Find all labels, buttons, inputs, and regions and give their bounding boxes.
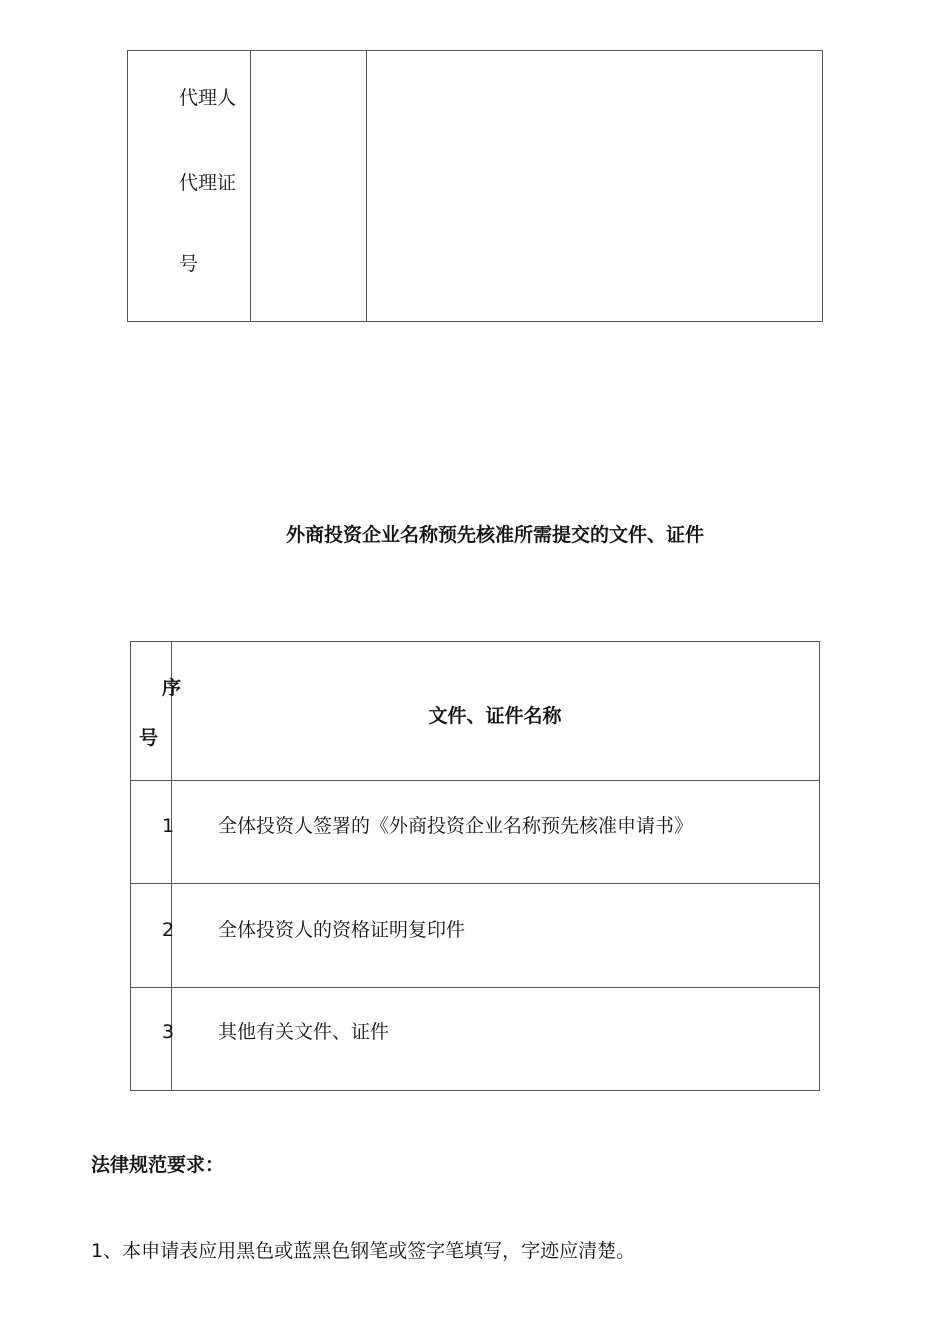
row-number: 1 (162, 815, 175, 837)
header-seq-cont: 号 (139, 727, 159, 749)
column-divider (366, 51, 367, 321)
row-number: 2 (162, 919, 175, 941)
row-divider (131, 987, 819, 988)
agent-table (127, 50, 823, 322)
documents-table (130, 641, 820, 1091)
row-number: 3 (162, 1021, 175, 1043)
agent-id-label: 代理证 (179, 172, 237, 194)
row-document-name: 其他有关文件、证件 (218, 1021, 390, 1043)
column-divider (250, 51, 251, 321)
row-document-name: 全体投资人签署的《外商投资企业名称预先核准申请书》 (218, 815, 694, 837)
row-divider (131, 883, 819, 884)
agent-label: 代理人 (179, 87, 237, 109)
row-document-name: 全体投资人的资格证明复印件 (218, 919, 466, 941)
legal-requirements-title: 法律规范要求： (91, 1154, 225, 1176)
header-seq: 序 (162, 677, 182, 699)
header-document-name: 文件、证件名称 (428, 705, 562, 727)
row-divider (131, 780, 819, 781)
legal-requirement-item: 1、本申请表应用黑色或蓝黑色钢笔或签字笔填写，字迹应清楚。 (91, 1240, 636, 1262)
agent-id-label-cont: 号 (179, 253, 199, 275)
section-title: 外商投资企业名称预先核准所需提交的文件、证件 (285, 524, 704, 546)
